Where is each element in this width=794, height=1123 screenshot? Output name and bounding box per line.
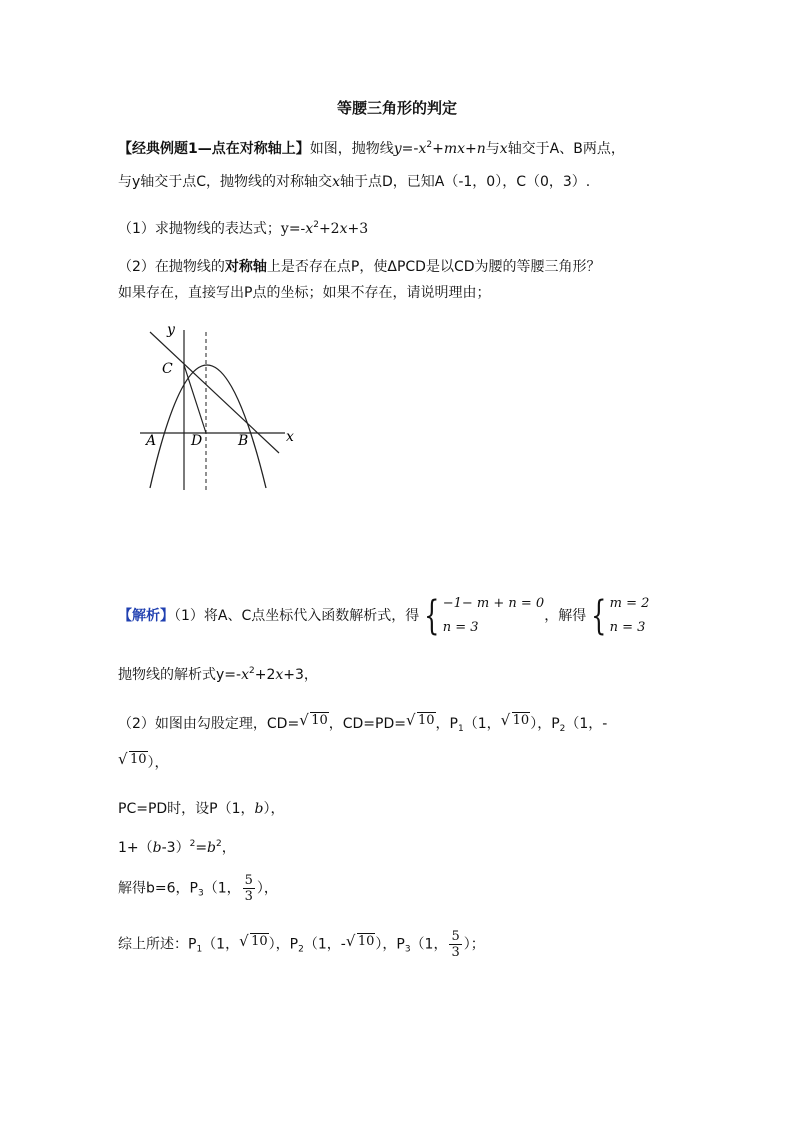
parabola-figure <box>140 320 305 495</box>
solution-label: 【解析】 <box>118 608 174 624</box>
solution-line-1: 【解析】（1）将A、C点坐标代入函数解析式，得 { −1− m + n = 0 n = 3 ，解得 { m = 2 n = 3 <box>118 593 650 639</box>
segment-CD <box>184 365 206 433</box>
label-D: D <box>191 433 203 449</box>
solution-line-6: $1+(b-3)^2=b^2$， <box>118 839 236 856</box>
solution-summary: 综上所述：$P_1(1$，√ 10），$P_2(1$，-√ 10），$P_3(1$， $\frac{5}{3}$ ）； <box>118 929 485 960</box>
fraction-5-3-summary: $\frac{5}{3}$ <box>451 929 460 960</box>
solution-line-4: √ 10）， <box>118 752 169 772</box>
parabola-curve <box>150 365 266 488</box>
part2-question-line-2: 如果存在，直接写出P点的坐标；如果不存在，请说明理由； <box>118 285 491 301</box>
part1-question: （1）求抛物线的表达式；$y=-x^2+2x+3$ <box>118 220 369 237</box>
problem-line-1: 【经典例题1—点在对称轴上】如图，抛物线$y=-x^2+mx+n$与x轴交于A、B两点， <box>118 140 625 157</box>
equation-system-2: { m = 2 n = 3 <box>591 593 650 639</box>
solution-line-2: 抛物线的解析式$y=-x^2+2x+3$， <box>118 666 318 683</box>
part2-question-line-1: （2）在抛物线的对称轴上是否存在点P，使ΔPCD是以CD为腰的等腰三角形？ <box>118 259 601 275</box>
label-C: C <box>162 361 173 377</box>
label-B: B <box>238 433 249 449</box>
problem-line-2: 与y轴交于点C，抛物线的对称轴交x轴于点D，已知A（-1，0），C（0，3）. <box>118 174 591 190</box>
solution-line-3: （2）如图由勾股定理，CD=√ 10，CD=PD=√ 10，$P_1(1$，√ 10），$P_2(1$，- <box>118 713 607 733</box>
problem-label: 【经典例题1—点在对称轴上】 <box>118 141 310 157</box>
solution-line-7: 解得b=6，$P_3(1$， $\frac{5}{3}$ ）， <box>118 873 278 904</box>
line-BC <box>150 332 279 453</box>
page-title: 等腰三角形的判定 <box>336 99 457 117</box>
solution-line-5: PC=PD时，设P（1，b）， <box>118 801 285 817</box>
label-y: y <box>167 322 175 338</box>
fraction-5-3: $\frac{5}{3}$ <box>244 873 253 904</box>
equation-system-1: { −1− m + n = 0 n = 3 <box>424 593 545 639</box>
label-x: x <box>286 429 294 445</box>
label-A: A <box>146 433 157 449</box>
